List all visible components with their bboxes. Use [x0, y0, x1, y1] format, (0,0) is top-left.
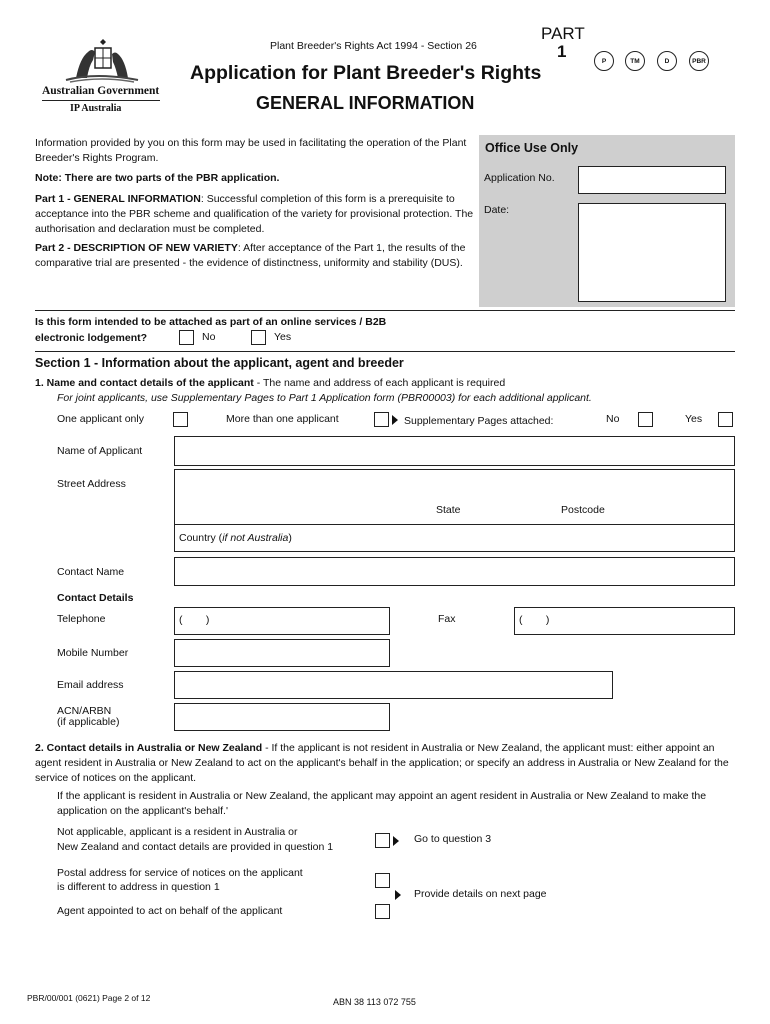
country-label [179, 531, 292, 546]
acn-sub-label: (if applicable) [57, 716, 120, 728]
arrow-right-icon [392, 415, 398, 425]
badge-p: P [594, 51, 614, 71]
name-of-applicant-input[interactable] [174, 436, 735, 466]
footer-abn: ABN 38 113 072 755 [333, 997, 416, 1007]
intro-info: Information provided by you on this form may be used in facilitating the operation of the Plant Breeder's Rights Program. [35, 137, 467, 164]
more-applicants-checkbox[interactable] [374, 412, 389, 427]
contact-details-label: Contact Details [57, 592, 134, 604]
office-use-title: Office Use Only [485, 141, 579, 155]
country-italic: if not Australia [222, 532, 289, 544]
section1-title: Section 1 - Information about the applicant, agent and breeder [35, 356, 404, 370]
opt1-line1: Not applicable, applicant is a resident in Australia or [57, 826, 298, 838]
logo-divider [42, 100, 160, 101]
opt3-checkbox[interactable] [375, 904, 390, 919]
street-address-label: Street Address [57, 478, 126, 490]
intro-part1 [35, 192, 475, 237]
opt23-arrow-icon [395, 890, 401, 900]
q1-text: - The name and address of each applicant is required [253, 377, 506, 389]
part2-label: Part 2 - DESCRIPTION OF NEW VARIETY [35, 242, 238, 254]
act-line: Plant Breeder's Rights Act 1994 - Section 26 [270, 40, 477, 52]
opt1-action: Go to question 3 [414, 833, 492, 845]
q1-heading [35, 376, 505, 391]
page-subtitle: GENERAL INFORMATION [256, 93, 475, 113]
street-address-input[interactable] [174, 469, 735, 552]
part-label: PART [541, 24, 585, 43]
online-no-label: No [202, 331, 216, 343]
opt2-line1: Postal address for service of notices on the applicant [57, 867, 303, 879]
fax-input[interactable] [514, 607, 735, 635]
q2-block [35, 741, 735, 786]
fax-area-code: ( ) [519, 614, 550, 626]
contact-name-input[interactable] [174, 557, 735, 586]
intro-part2 [35, 241, 475, 271]
name-of-applicant-label: Name of Applicant [57, 445, 143, 457]
divider-section1 [35, 351, 735, 352]
opt1-line2: New Zealand and contact details are provided in question 1 [57, 841, 334, 853]
part1-text: : Successful completion of this form is a prerequisite to acceptance into the PBR scheme and qualification of the variety for provisional protection. The authorisation and declaration must be completed. [35, 193, 474, 235]
badge-tm: TM [625, 51, 645, 71]
fax-label: Fax [438, 613, 456, 625]
opt1-arrow-icon [393, 836, 399, 846]
opt2-line2: is different to address in question 1 [57, 881, 220, 893]
opt23-action: Provide details on next page [414, 888, 547, 900]
application-no-field[interactable] [578, 166, 726, 194]
online-yes-label: Yes [274, 331, 292, 343]
online-question-line2: electronic lodgement? [35, 332, 148, 344]
state-label: State [436, 504, 461, 516]
date-field[interactable] [578, 203, 726, 302]
address-divider [175, 524, 734, 525]
contact-name-label: Contact Name [57, 566, 125, 578]
part2-text: : After acceptance of the Part 1, the results of the comparative trial are presented - the evidence of distinctness, uniformity and stability (DUS). [35, 242, 466, 269]
mobile-input[interactable] [174, 639, 390, 667]
acn-input[interactable] [174, 703, 390, 731]
application-no-label: Application No. [484, 172, 555, 184]
supp-pages-label: Supplementary Pages attached: [404, 415, 554, 427]
coat-of-arms-icon [62, 38, 142, 86]
part1-label: Part 1 - GENERAL INFORMATION [35, 193, 201, 205]
online-no-checkbox[interactable] [179, 330, 194, 345]
postcode-label: Postcode [561, 504, 605, 516]
date-label: Date: [484, 204, 510, 216]
divider-top [35, 310, 735, 311]
country-suffix: ) [288, 532, 292, 544]
q1-label: 1. Name and contact details of the applicant [35, 377, 254, 389]
supp-yes-checkbox[interactable] [718, 412, 733, 427]
q2-label: 2. Contact details in Australia or New Zealand [35, 742, 263, 754]
one-applicant-label: One applicant only [57, 413, 144, 425]
online-yes-checkbox[interactable] [251, 330, 266, 345]
footer-form-id: PBR/00/001 (0621) Page 2 of 12 [27, 993, 151, 1003]
telephone-label: Telephone [57, 613, 106, 625]
opt2-checkbox[interactable] [375, 873, 390, 888]
supp-no-label: No [606, 413, 620, 425]
logo-line1: Australian Government [42, 85, 160, 97]
part-number: 1 [557, 42, 567, 61]
one-applicant-checkbox[interactable] [173, 412, 188, 427]
q2-text2: If the applicant is resident in Australia or New Zealand, the applicant may appoint an agent resident in Australia or New Zealand to make the application on the applicant's behalf.' [57, 790, 707, 817]
supp-no-checkbox[interactable] [638, 412, 653, 427]
country-prefix: Country ( [179, 532, 223, 544]
opt3-label: Agent appointed to act on behalf of the applicant [57, 905, 283, 917]
page-title: Application for Plant Breeder's Rights [190, 62, 542, 84]
acn-label: ACN/ARBN [57, 705, 112, 717]
email-label: Email address [57, 679, 124, 691]
q1-note: For joint applicants, use Supplementary Pages to Part 1 Application form (PBR00003) for each additional applicant. [57, 392, 592, 404]
intro-note: Note: There are two parts of the PBR application. [35, 172, 280, 184]
email-input[interactable] [174, 671, 613, 699]
badge-pbr: PBR [689, 51, 709, 71]
q2-text: - If the applicant is not resident in Australia or New Zealand, the applicant must: either appoint an agent resident in Australia or New Zealand to act on the applicant's behalf in the application; or specify an address in Australia or New Zealand for the service of notices on the applicant. [35, 742, 729, 784]
logo-line2: IP Australia [70, 103, 122, 114]
telephone-input[interactable] [174, 607, 390, 635]
mobile-label: Mobile Number [57, 647, 129, 659]
telephone-area-code: ( ) [179, 614, 210, 626]
supp-yes-label: Yes [685, 413, 703, 425]
more-applicants-label: More than one applicant [226, 413, 339, 425]
badge-d: D [657, 51, 677, 71]
government-logo [40, 38, 165, 120]
online-question-line1: Is this form intended to be attached as part of an online services / B2B [35, 316, 387, 328]
opt1-checkbox[interactable] [375, 833, 390, 848]
